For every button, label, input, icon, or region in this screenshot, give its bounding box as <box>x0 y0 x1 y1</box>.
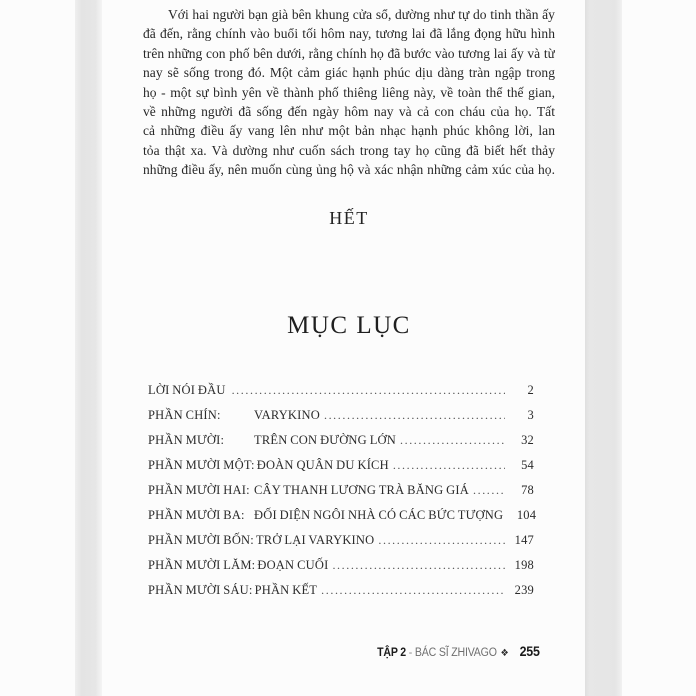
footer-separator: - <box>409 647 413 659</box>
toc-entry-title: TRÊN CON ĐƯỜNG LỚN <box>254 433 396 447</box>
paragraph-line: trên những con phố bên dưới, rằng chính họ đã bước vào tương lai ấy và từ <box>143 45 555 61</box>
ornament-icon: ❖ <box>500 648 509 659</box>
toc-entry <box>148 528 534 553</box>
toc-entry <box>148 478 534 503</box>
dot-leader <box>324 403 505 428</box>
paragraph-line: cả những điều ấy vang lên như một bản nhạc hạnh phúc không lời, lan <box>143 123 555 139</box>
toc-entry-label: PHẦN MƯỜI HAI: <box>148 483 250 497</box>
paragraph-line: nay sẽ sống trong đó. Một cảm giác hạnh phúc dịu dàng tràn ngập trong <box>143 65 555 81</box>
paragraph-line: tỏa thật xa. Và dường như cuốn sách trong tay họ cũng đã biết hết thảy <box>143 142 555 158</box>
toc-title: MỤC LỤC <box>287 312 411 339</box>
toc-entry-page: 78 <box>521 483 534 497</box>
toc-entry-title: ĐOÀN QUÂN DU KÍCH <box>256 458 389 472</box>
paragraph-line: họ - một sự bình yên về thành phố thiêng liêng này, về toàn thể thế gian, <box>143 84 555 100</box>
toc-entry-page: 2 <box>527 383 534 397</box>
toc-entry <box>148 453 534 478</box>
toc-entry-title: ĐOẠN CUỐI <box>257 558 329 572</box>
dot-leader <box>332 553 505 578</box>
toc-entry <box>148 553 534 578</box>
footer-book-title: BÁC SĨ ZHIVAGO <box>415 647 498 659</box>
toc-entry-title: TRỞ LẠI VARYKINO <box>255 533 375 547</box>
dot-leader <box>473 478 505 503</box>
page-edge-shadow-left <box>75 0 102 696</box>
table-of-contents <box>148 378 537 603</box>
toc-entry-page: 198 <box>514 558 534 572</box>
toc-entry-page: 32 <box>521 433 534 447</box>
toc-entry-page: 54 <box>521 458 534 472</box>
toc-entry <box>148 503 537 528</box>
toc-entry-page: 3 <box>527 408 534 422</box>
page-edge-shadow-right <box>585 0 622 696</box>
dot-leader <box>393 453 505 478</box>
page-footer <box>377 645 540 661</box>
toc-entry-label: PHẦN MƯỜI: <box>148 433 225 447</box>
toc-entry-title: VARYKINO <box>254 408 320 422</box>
toc-entry-label: PHẦN MƯỜI BỐN: <box>148 533 254 547</box>
dot-leader <box>378 528 505 553</box>
paragraph-line: Với hai người bạn già bên khung cửa sổ, dường như tự do tinh thần ấy <box>168 7 555 22</box>
paragraph-line: những điều ấy, nên muốn cùng ủng hộ và xác nhận những cảm xúc của họ. <box>143 162 555 178</box>
toc-entry-label: PHẦN MƯỜI LĂM: <box>148 558 256 572</box>
toc-entry-title: ĐỐI DIỆN NGÔI NHÀ CÓ CÁC BỨC TƯỢNG <box>254 508 504 522</box>
toc-entry <box>148 378 534 403</box>
toc-entry-label: PHẦN MƯỜI SÁU: <box>148 583 253 597</box>
paragraph-line: đã đến, rằng chính vào buổi tối hôm nay, tương lai đã lắng đọng hữu hình <box>143 26 555 42</box>
toc-entry-label: PHẦN MƯỜI BA: <box>148 508 245 522</box>
toc-entry <box>148 403 534 428</box>
toc-entry <box>148 428 534 453</box>
toc-entry-label: LỜI NÓI ĐẦU <box>148 383 226 397</box>
closing-paragraph <box>143 5 555 180</box>
toc-entry-label: PHẦN MƯỜI MỘT: <box>148 458 255 472</box>
toc-entry-page: 239 <box>514 583 534 597</box>
toc-entry <box>148 578 534 603</box>
paragraph-line: về những người đã sống đến ngày hôm nay và cả con cháu của họ. Tất <box>143 103 555 119</box>
toc-entry-label: PHẦN CHÍN: <box>148 408 221 422</box>
end-marker: HẾT <box>329 208 369 228</box>
toc-entry-title: PHẦN KẾT <box>254 583 318 597</box>
dot-leader <box>321 578 505 603</box>
footer-volume: TẬP 2 <box>377 647 407 659</box>
toc-entry-page: 147 <box>514 533 534 547</box>
dot-leader <box>400 428 505 453</box>
dot-leader <box>232 378 505 403</box>
toc-entry-title: CÂY THANH LƯƠNG TRÀ BĂNG GIÁ <box>254 483 469 497</box>
footer-page-number: 255 <box>519 644 540 659</box>
toc-entry-page: 104 <box>516 508 537 522</box>
